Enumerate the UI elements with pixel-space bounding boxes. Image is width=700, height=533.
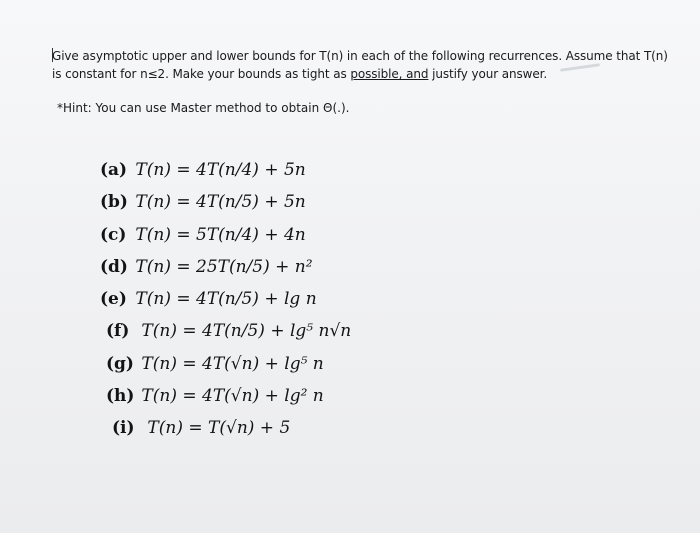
recurrence-list xyxy=(100,160,352,451)
statement-line-2-start: is constant for n≤2. Make your bounds as tight as xyxy=(52,67,351,81)
recurrence-b xyxy=(100,192,345,224)
recurrence-d xyxy=(100,257,345,289)
recurrence-equation: T(n) = 4T(n/5) + lg⁵ n√n xyxy=(141,321,352,342)
recurrence-i xyxy=(112,418,357,450)
statement-line-1: Give asymptotic upper and lower bounds for T(n) in each of the following recurrences. Assume that T(n) xyxy=(52,49,668,63)
recurrence-label: (c) xyxy=(100,224,127,245)
recurrence-equation: T(n) = 5T(n/4) + 4n xyxy=(135,224,306,245)
recurrence-equation: T(n) = 4T(n/5) + lg n xyxy=(135,289,317,310)
recurrence-label: (g) xyxy=(106,353,134,374)
recurrence-equation: T(n) = 4T(√n) + lg² n xyxy=(141,386,324,407)
recurrence-a xyxy=(100,160,345,192)
recurrence-e xyxy=(100,289,345,321)
recurrence-equation: T(n) = 4T(n/5) + 5n xyxy=(135,192,306,213)
underlined-phrase: possible, and xyxy=(350,67,429,81)
recurrence-equation: T(n) = 25T(n/5) + n² xyxy=(135,256,313,277)
recurrence-label: (h) xyxy=(106,386,135,407)
statement-line-2 xyxy=(52,65,692,83)
recurrence-label: (b) xyxy=(100,192,128,213)
recurrence-label: (a) xyxy=(100,160,128,180)
recurrence-equation: T(n) = 4T(n/4) + 5n xyxy=(135,160,306,180)
problem-statement xyxy=(52,47,692,83)
recurrence-g xyxy=(106,354,351,386)
recurrence-label: (d) xyxy=(100,256,128,277)
recurrence-c xyxy=(100,225,345,257)
recurrence-equation: T(n) = T(√n) + 5 xyxy=(147,418,291,439)
recurrence-f xyxy=(106,321,351,353)
recurrence-label: (e) xyxy=(100,289,127,310)
recurrence-label: (f) xyxy=(106,321,130,342)
recurrence-label: (i) xyxy=(112,418,135,439)
recurrence-equation: T(n) = 4T(√n) + lg⁵ n xyxy=(141,353,324,374)
recurrence-h xyxy=(106,386,351,418)
statement-line-2-end: justify your answer. xyxy=(428,67,548,81)
hint-text: *Hint: You can use Master method to obtain Θ(.). xyxy=(57,101,350,115)
